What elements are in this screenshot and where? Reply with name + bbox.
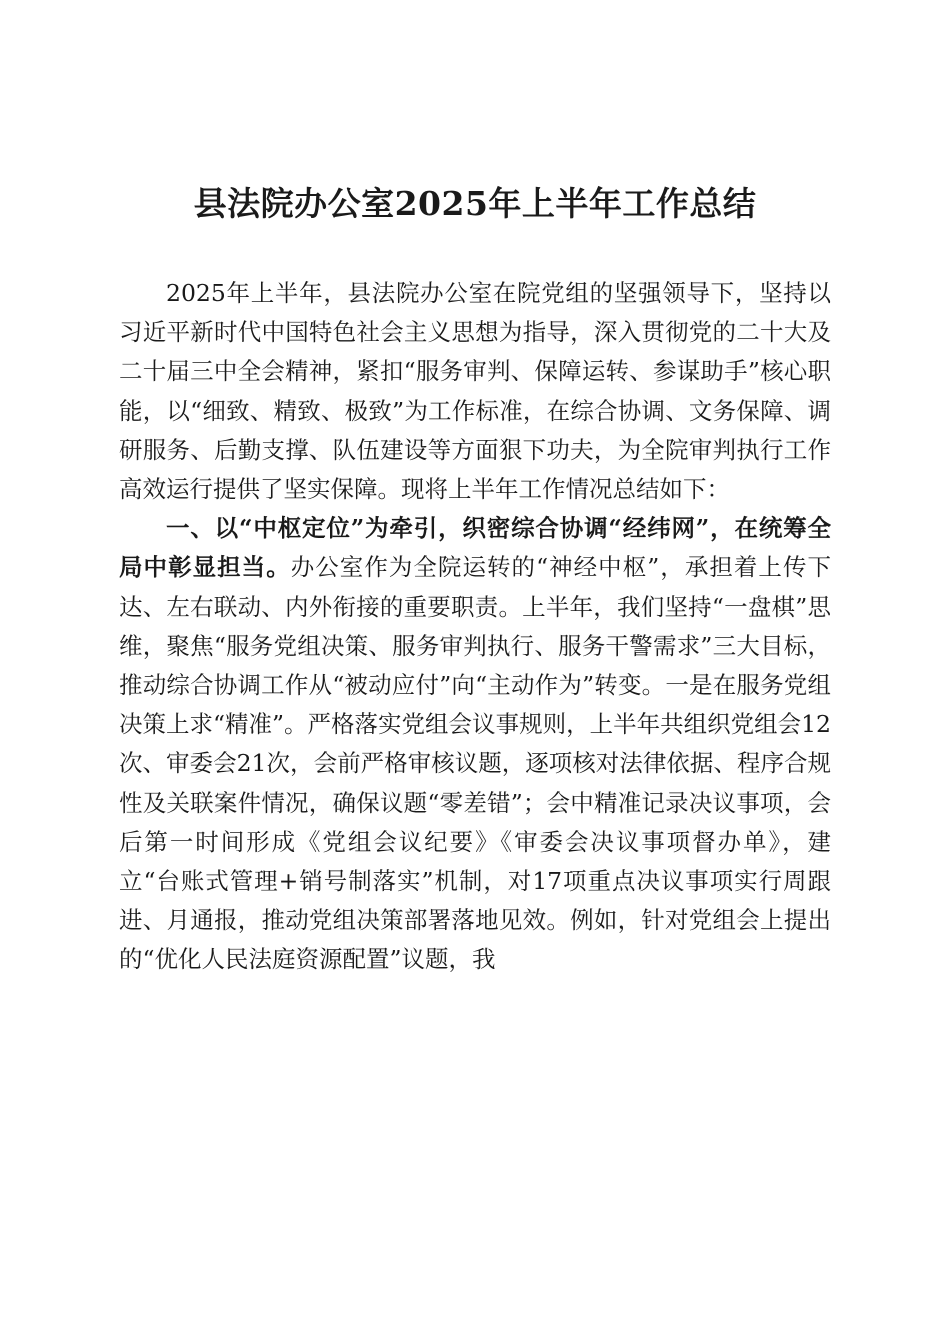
document-body <box>119 274 831 980</box>
intro-paragraph: 2025年上半年，县法院办公室在院党组的坚强领导下，坚持以习近平新时代中国特色社会主义思想为指导，深入贯彻党的二十大及二十届三中全会精神，紧扣“服务审判、保障运转、参谋助手”核心职能，以“细致、精致、极致”为工作标准，在综合协调、文务保障、调研服务、后勤支撑、队伍建设等方面狠下功夫，为全院审判执行工作高效运行提供了坚实保障。现将上半年工作情况总结如下： <box>119 279 831 504</box>
section-1-heading: 一、以“中枢定位”为牵引，织密综合协调“经纬网”，在统筹全局中彰显担当。 <box>119 514 831 582</box>
section-1-body: 办公室作为全院运转的“神经中枢”，承担着上传下达、左右联动、内外衔接的重要职责。上半年，我们坚持“一盘棋”思维，聚焦“服务党组决策、服务审判执行、服务干警需求”三大目标，推动综合协调工作从“被动应付”向“主动作为”转变。一是在服务党组决策上求“精准”。严格落实党组会议事规则，上半年共组织党组会12次、审委会21次，会前严格审核议题，逐项核对法律依据、程序合规性及关联案件情况，确保议题“零差错”；会中精准记录决议事项，会后第一时间形成《党组会议纪要》《审委会决议事项督办单》，建立“台账式管理+销号制落实”机制，对17项重点决议事项实行周跟进、月通报，推动党组决策部署落地见效。例如，针对党组会上提出的“优化人民法庭资源配置”议题，我 <box>119 553 831 974</box>
document-title: 县法院办公室2025年上半年工作总结 <box>193 184 757 223</box>
section-1-paragraph <box>119 509 831 979</box>
